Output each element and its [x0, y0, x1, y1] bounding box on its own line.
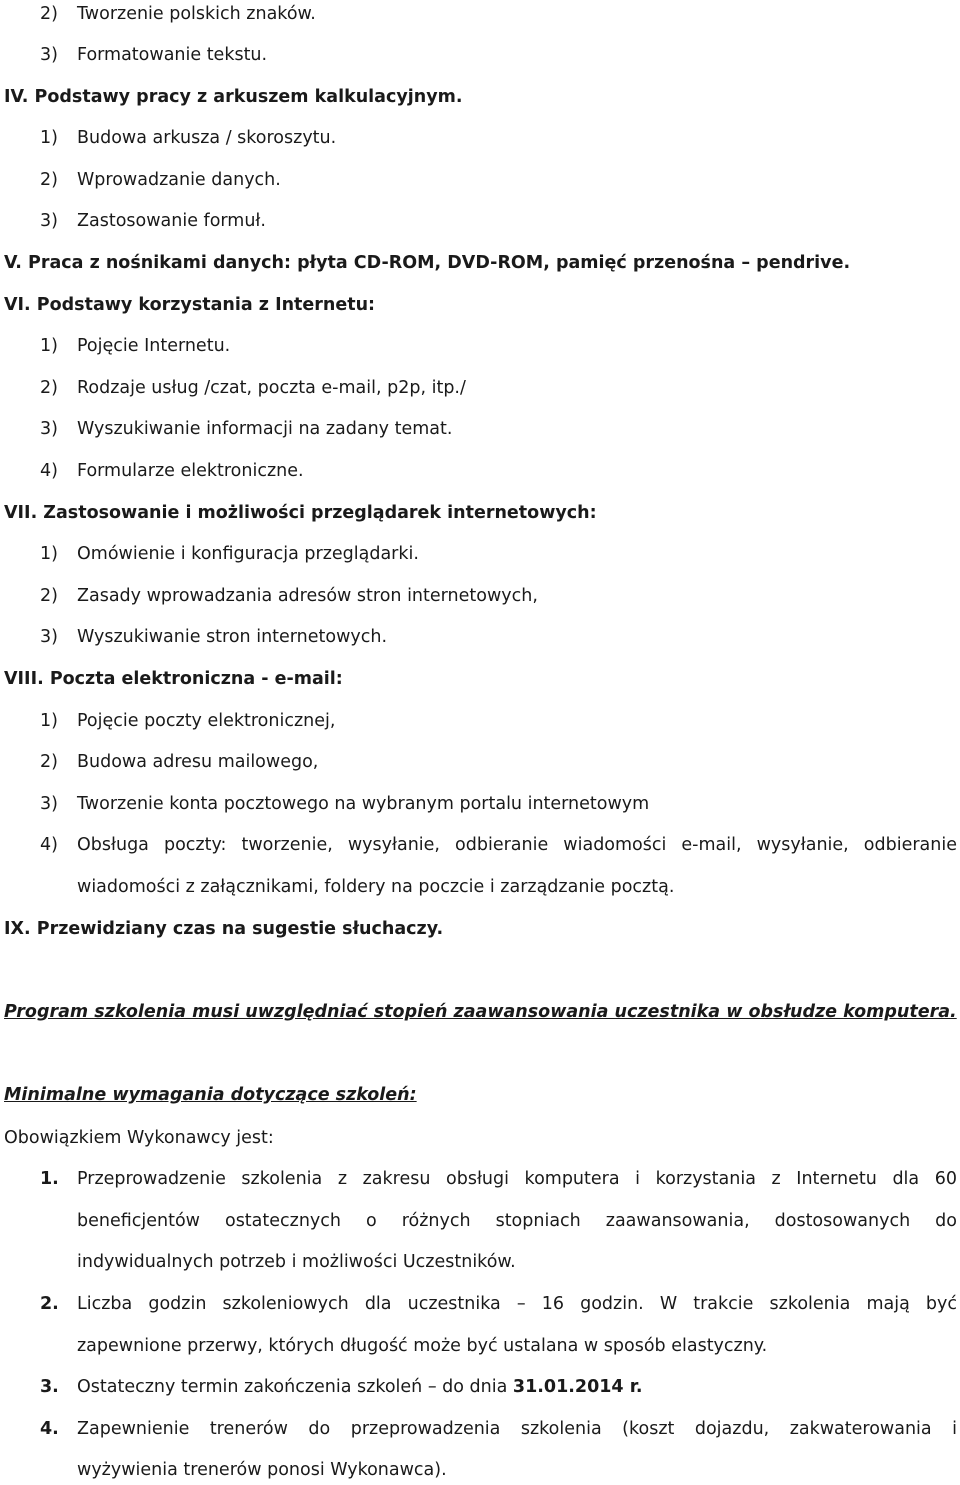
document-page: 2) Tworzenie polskich znaków. 3) Formatowanie tekstu. IV. Podstawy pracy z arkuszem kalkulacyjnym. 1) Budowa arkusza / skoroszytu. 2) Wprowadzanie danych. 3) Zastosowanie formuł. V. Praca z nośnikami danych: płyta CD-ROM, DVD-ROM, pamięć przenośna – pendrive. VI. Podstawy korzystania z Internetu: 1) Pojęcie Internetu. 2) Rodzaje usług /czat, poczta e-mail, p2p, itp./ 3) Wyszukiwanie informacji na zadany temat. 4) Formularze elektroniczne. VII. Zastosowanie i możliwości przeglądarek internetowych: 1) Omówienie i konfiguracja przeglądarki. 2) Zasady wprowadzania adresów stron internetowych, 3) Wyszukiwanie stron internetowych. VIII. Poczta elektroniczna - e-mail: 1) Pojęcie poczty elektronicznej, 2) Budowa adresu mailowego, 3) Tworzenie konta pocztowego na wybranym portalu internetowym 4) Obsługa poczty: tworzenie, wysyłanie, odbieranie wiadomości e-mail, wysyłanie, odbieranie wiadomości z załącznikami, foldery na poczcie i zarządzanie pocztą. IX. Przewidziany czas na sugestie słuchaczy. Program szkolenia musi uwzględniać stopień zaawansowania uczestnika w obsłudze komputera. Minimalne wymagania dotyczące szkoleń: Obowiązkiem Wykonawcy jest: 1. Przeprowadzenie szkolenia z zakresu obsługi komputera i korzystania z Internetu dla 60 beneficjentów ostatecznych o różnych stopniach zaawansowania, dostosowanych do indywidualnych potrzeb i możliwości Uczestników. 2. Liczba godzin szkoleniowych dla uczestnika – 16 godzin. W trakcie szkolenia mają być zapewnione przerwy, których długość może być ustalana w sposób elastyczny. 3. Ostateczny termin zakończenia szkoleń – do dnia 31.01.2014 r. 4. Zapewnienie trenerów do przeprowadzenia szkolenia (koszt dojazdu, zakwaterowania i wyżywienia trenerów ponosi Wykonawca). — [4, 4, 957, 1480]
requirement-text: Ostateczny termin zakończenia szkoleń – do dnia — [77, 1377, 513, 1397]
deadline-date: 31.01.2014 r. — [512, 1377, 643, 1397]
